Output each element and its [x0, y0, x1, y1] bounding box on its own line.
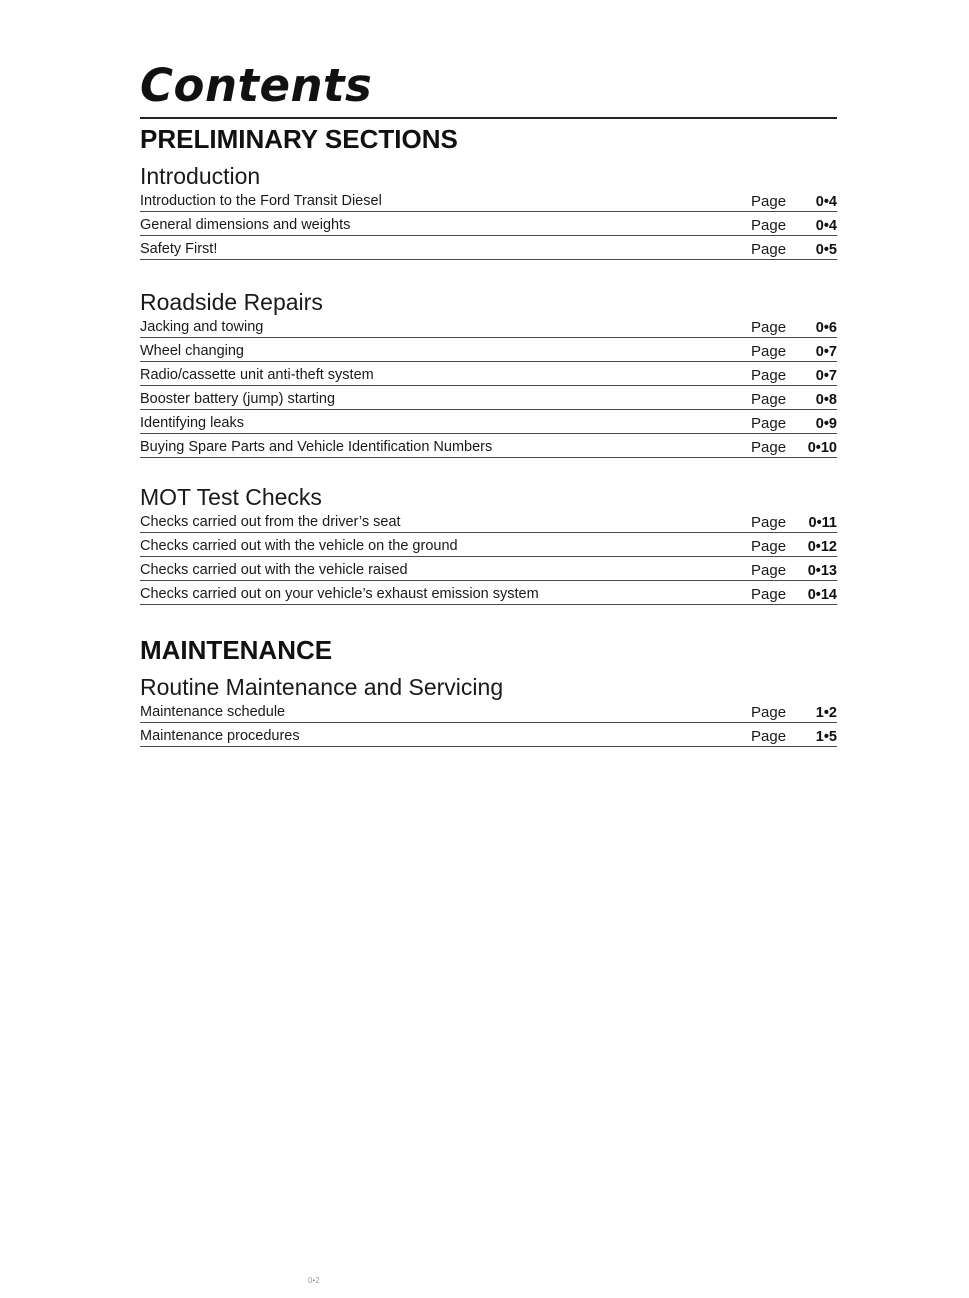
toc-entry[interactable] [140, 435, 837, 458]
group-roadside-repairs [140, 289, 837, 459]
page-number: 0•9 [815, 416, 837, 432]
group-heading: MOT Test Checks [140, 484, 322, 510]
page-label: Page [751, 343, 787, 360]
page-number: 0•7 [815, 368, 837, 384]
part-preliminary-sections [140, 124, 837, 154]
toc-entry[interactable] [140, 213, 837, 236]
page-number: 0•11 [808, 515, 837, 531]
page-label: Page [751, 241, 787, 258]
page-label: Page [751, 415, 787, 432]
group-heading: Roadside Repairs [140, 289, 323, 315]
toc-entry[interactable] [140, 724, 837, 747]
part-maintenance [140, 635, 837, 665]
toc-entry[interactable] [140, 363, 837, 386]
group-mot-test-checks [140, 484, 837, 606]
toc-entry[interactable] [140, 237, 837, 260]
toc-entry[interactable] [140, 700, 837, 723]
toc-entry[interactable] [140, 315, 837, 338]
page-label: Page [751, 193, 787, 210]
toc-entry[interactable] [140, 189, 837, 212]
toc-list [140, 700, 837, 747]
toc-entry[interactable] [140, 411, 837, 434]
toc-entry[interactable] [140, 387, 837, 410]
page-label: Page [751, 367, 787, 384]
page-number: 1•5 [815, 729, 837, 745]
page-label: Page [751, 514, 787, 531]
entry-title: Wheel changing [140, 343, 244, 359]
page-number: 0•6 [815, 320, 837, 336]
entry-title: Safety First! [140, 241, 218, 257]
group-heading: Routine Maintenance and Servicing [140, 674, 504, 700]
footer-page-mark: 0•2 [308, 1276, 320, 1285]
entry-title: Checks carried out with the vehicle on the ground [140, 538, 458, 554]
group-routine-maintenance [140, 674, 837, 748]
toc-entry[interactable] [140, 582, 837, 605]
page-number: 1•2 [815, 705, 837, 721]
page-label: Page [751, 439, 787, 456]
page-number: 0•10 [807, 440, 837, 456]
title-divider [140, 117, 837, 119]
entry-title: Buying Spare Parts and Vehicle Identification Numbers [140, 439, 493, 455]
page-label: Page [751, 538, 787, 555]
page-label: Page [751, 586, 787, 603]
entry-title: Checks carried out on your vehicle’s exhaust emission system [140, 586, 539, 602]
page-number: 0•4 [815, 194, 837, 210]
entry-title: Radio/cassette unit anti-theft system [140, 367, 374, 383]
page-number: 0•8 [815, 392, 837, 408]
entry-title: Checks carried out from the driver’s seat [140, 514, 401, 530]
toc-list [140, 315, 837, 458]
page-label: Page [751, 728, 787, 745]
toc-entry[interactable] [140, 510, 837, 533]
page-number: 0•7 [815, 344, 837, 360]
group-heading: Introduction [140, 163, 261, 189]
entry-title: Identifying leaks [140, 415, 244, 431]
part-heading: MAINTENANCE [140, 635, 333, 665]
part-heading: PRELIMINARY SECTIONS [140, 124, 458, 154]
page-label: Page [751, 217, 787, 234]
page-title: Contents [140, 59, 373, 112]
entry-title: General dimensions and weights [140, 217, 351, 233]
page-label: Page [751, 704, 787, 721]
entry-title: Jacking and towing [140, 319, 264, 335]
entry-title: Checks carried out with the vehicle raised [140, 562, 408, 578]
page-number: 0•5 [815, 242, 837, 258]
page-number: 0•13 [807, 563, 837, 579]
page-number: 0•4 [815, 218, 837, 234]
entry-title: Maintenance procedures [140, 728, 300, 744]
toc-entry[interactable] [140, 534, 837, 557]
page-label: Page [751, 391, 787, 408]
entry-title: Maintenance schedule [140, 704, 286, 720]
page-number: 0•12 [807, 539, 837, 555]
entry-title: Booster battery (jump) starting [140, 391, 336, 407]
page-number: 0•14 [807, 587, 837, 603]
page-label: Page [751, 562, 787, 579]
toc-list [140, 189, 837, 260]
toc-entry[interactable] [140, 339, 837, 362]
toc-list [140, 510, 837, 605]
page-label: Page [751, 319, 787, 336]
entry-title: Introduction to the Ford Transit Diesel [140, 193, 382, 209]
toc-entry[interactable] [140, 558, 837, 581]
group-introduction [140, 163, 837, 261]
